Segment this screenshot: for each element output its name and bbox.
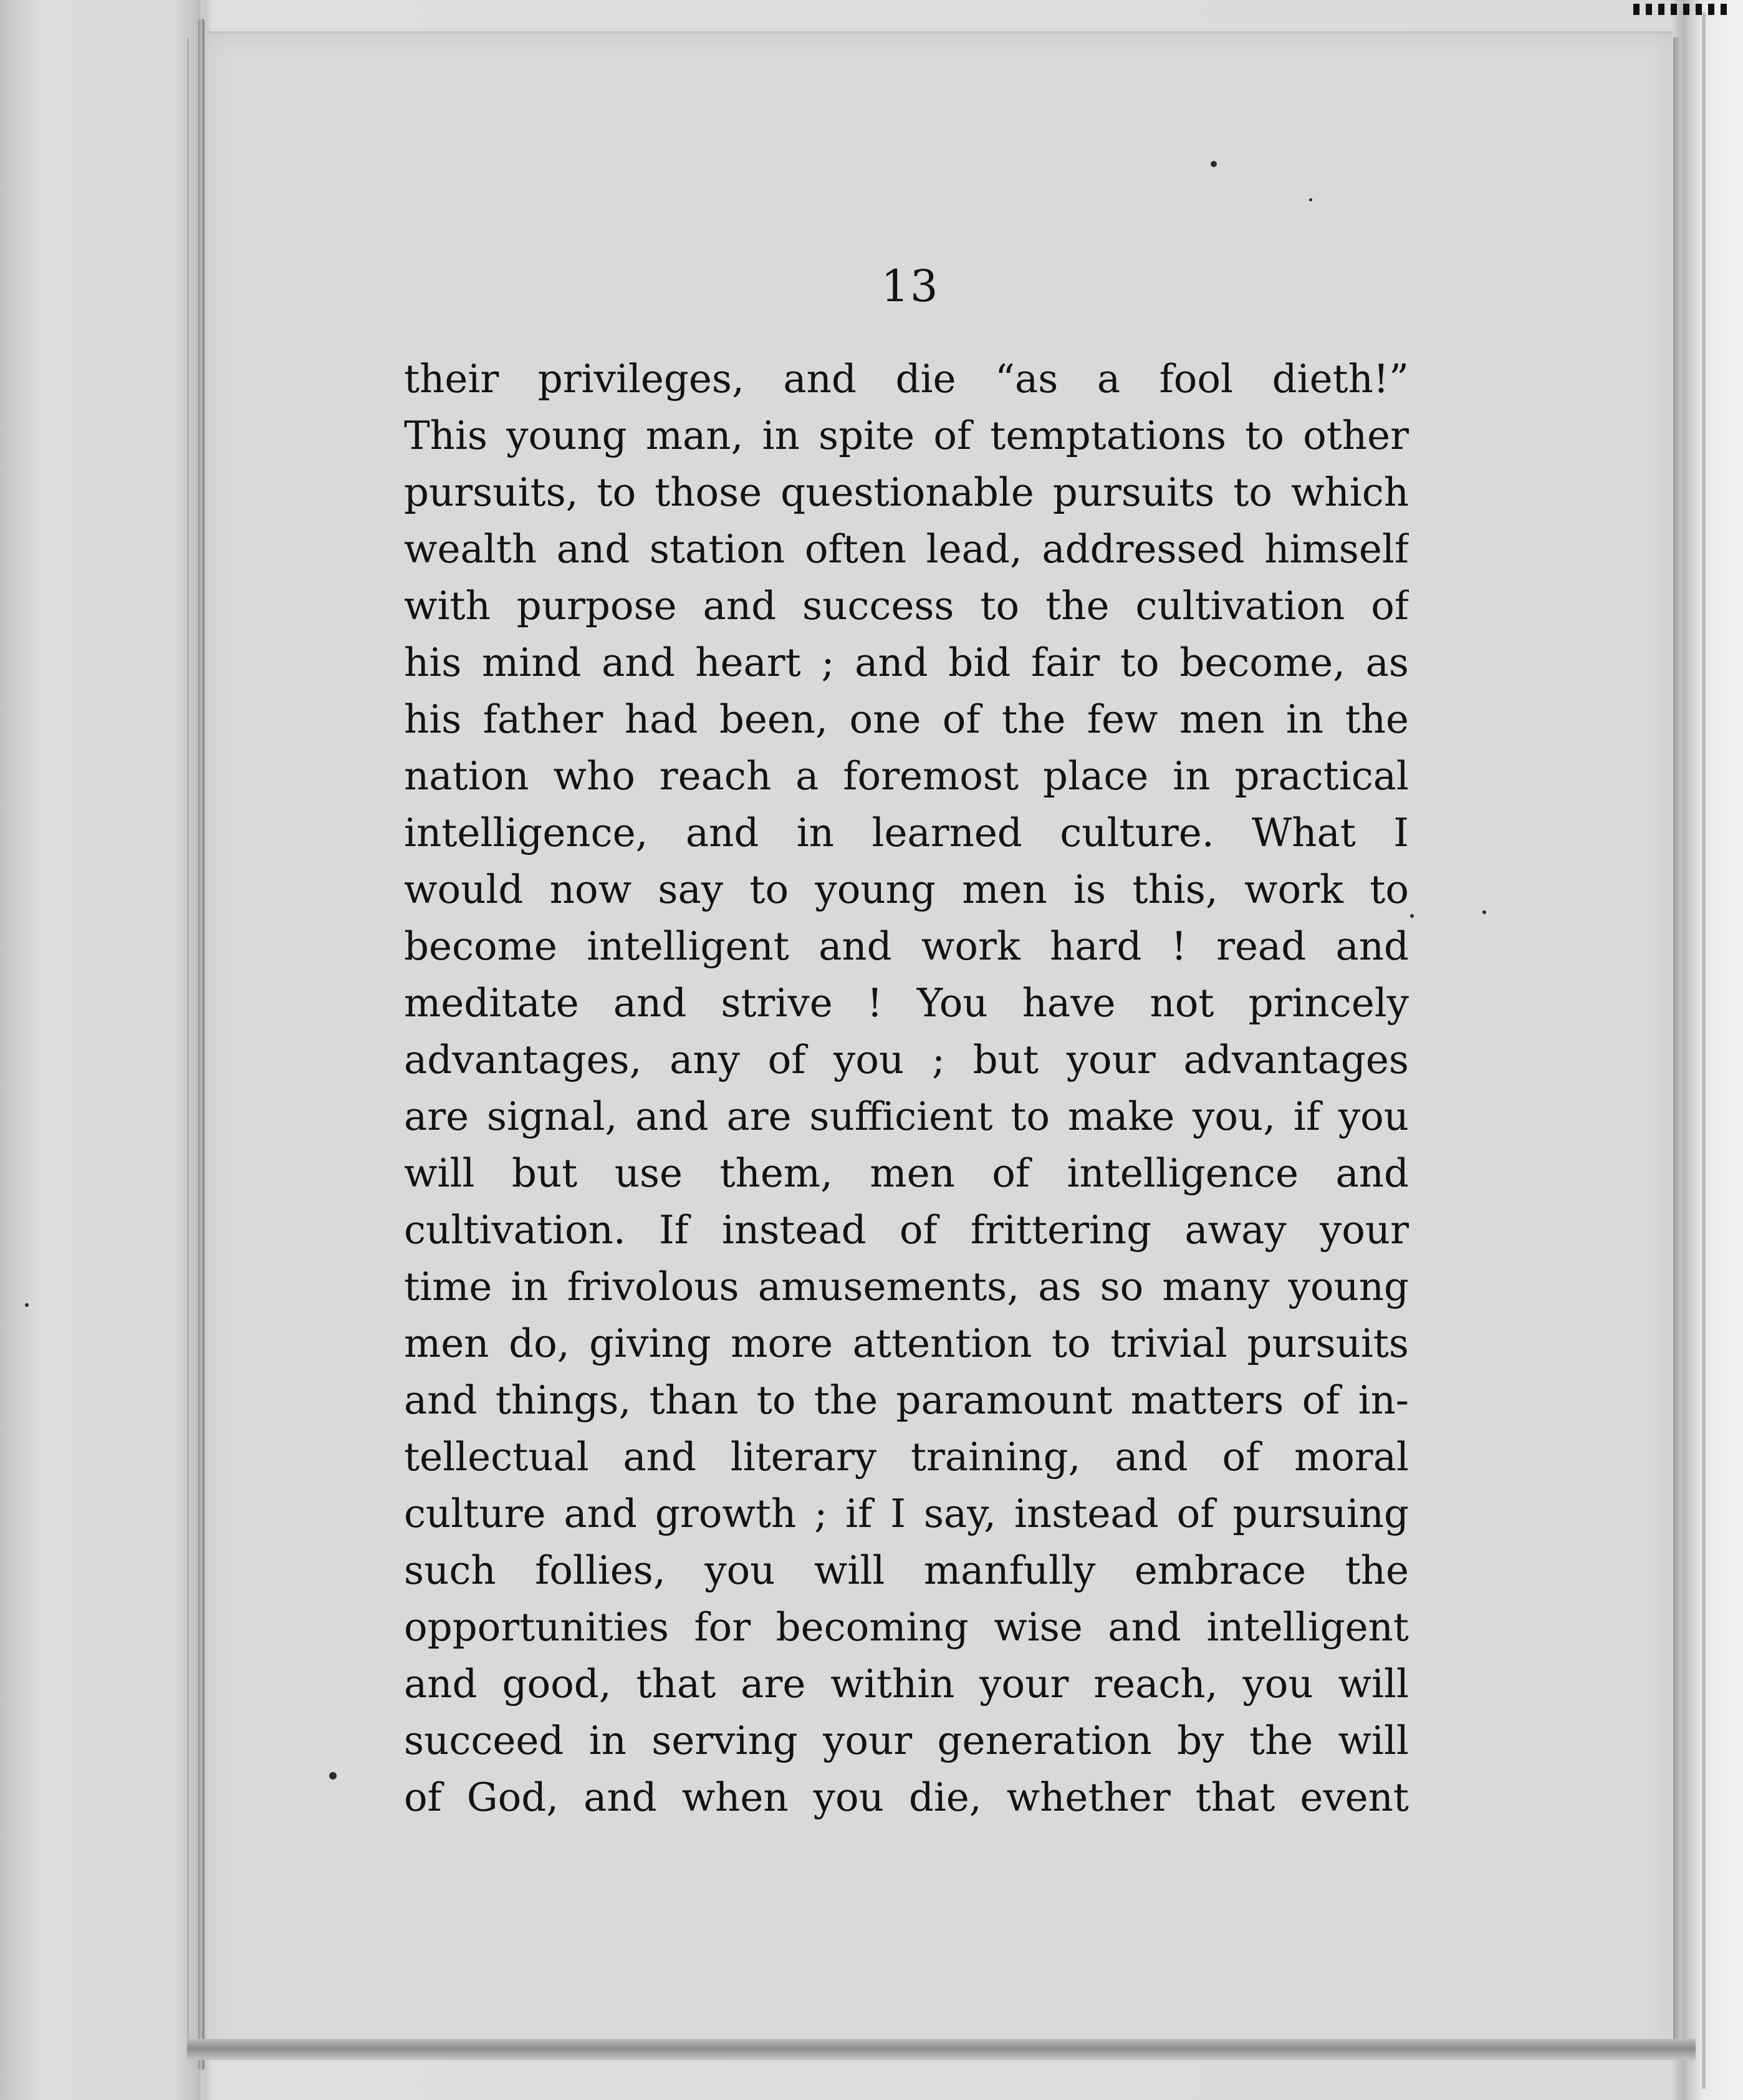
text-line: his mind and heart ; and bid fair to become, as xyxy=(404,640,1409,685)
right-page-edge xyxy=(1673,37,1682,2058)
text-line: cultivation. If instead of frittering away your xyxy=(404,1207,1409,1253)
text-line: his father had been, one of the few men in the xyxy=(404,696,1409,742)
text-line: such follies, you will manfully embrace the xyxy=(404,1548,1409,1593)
text-line: intelligence, and in learned culture. What I xyxy=(404,810,1409,855)
text-line: with purpose and success to the cultivation of xyxy=(404,583,1409,629)
left-page-edge xyxy=(0,0,201,2100)
bottom-page-edge xyxy=(187,2039,1696,2060)
page-number: 13 xyxy=(881,261,939,312)
ink-speck xyxy=(329,1772,337,1780)
text-line: become intelligent and work hard ! read and xyxy=(404,923,1409,969)
ink-speck xyxy=(1410,914,1414,918)
text-line: opportunities for becoming wise and intelligent xyxy=(404,1604,1409,1650)
text-line: succeed in serving your generation by the will xyxy=(404,1718,1409,1763)
right-cover-edge xyxy=(1702,12,1706,2089)
text-line: tellectual and literary training, and of moral xyxy=(404,1434,1409,1480)
binding-shadow xyxy=(187,37,189,2058)
ink-speck xyxy=(25,1303,29,1307)
text-line: wealth and station often lead, addressed himself xyxy=(404,526,1409,572)
page-body-text xyxy=(404,350,1409,1826)
text-line: will but use them, men of intelligence and xyxy=(404,1150,1409,1196)
text-line: men do, giving more attention to trivial pursuits xyxy=(404,1321,1409,1366)
text-line: would now say to young men is this, work to xyxy=(404,867,1409,912)
ink-speck xyxy=(1482,910,1486,914)
text-line: culture and growth ; if I say, instead of pursuing xyxy=(404,1491,1409,1536)
text-line: of God, and when you die, whether that event xyxy=(404,1775,1409,1820)
ink-speck xyxy=(1309,198,1312,201)
text-line: meditate and strive ! You have not princely xyxy=(404,980,1409,1026)
text-line: and good, that are within your reach, you will xyxy=(404,1661,1409,1707)
text-line: time in frivolous amusements, as so many young xyxy=(404,1264,1409,1309)
text-line: This young man, in spite of temptations to other xyxy=(404,413,1409,458)
text-line: nation who reach a foremost place in practical xyxy=(404,753,1409,799)
text-line: and things, than to the paramount matters of in- xyxy=(404,1377,1409,1423)
text-line: advantages, any of you ; but your advantages xyxy=(404,1037,1409,1082)
text-line: their privileges, and die “as a fool dieth!” xyxy=(404,356,1409,402)
text-line: are signal, and are sufficient to make you, if you xyxy=(404,1094,1409,1139)
scan-corner-mark xyxy=(1633,4,1727,15)
text-line: pursuits, to those questionable pursuits to which xyxy=(404,470,1409,515)
ink-speck xyxy=(1211,161,1217,167)
book-spine xyxy=(198,19,204,2070)
